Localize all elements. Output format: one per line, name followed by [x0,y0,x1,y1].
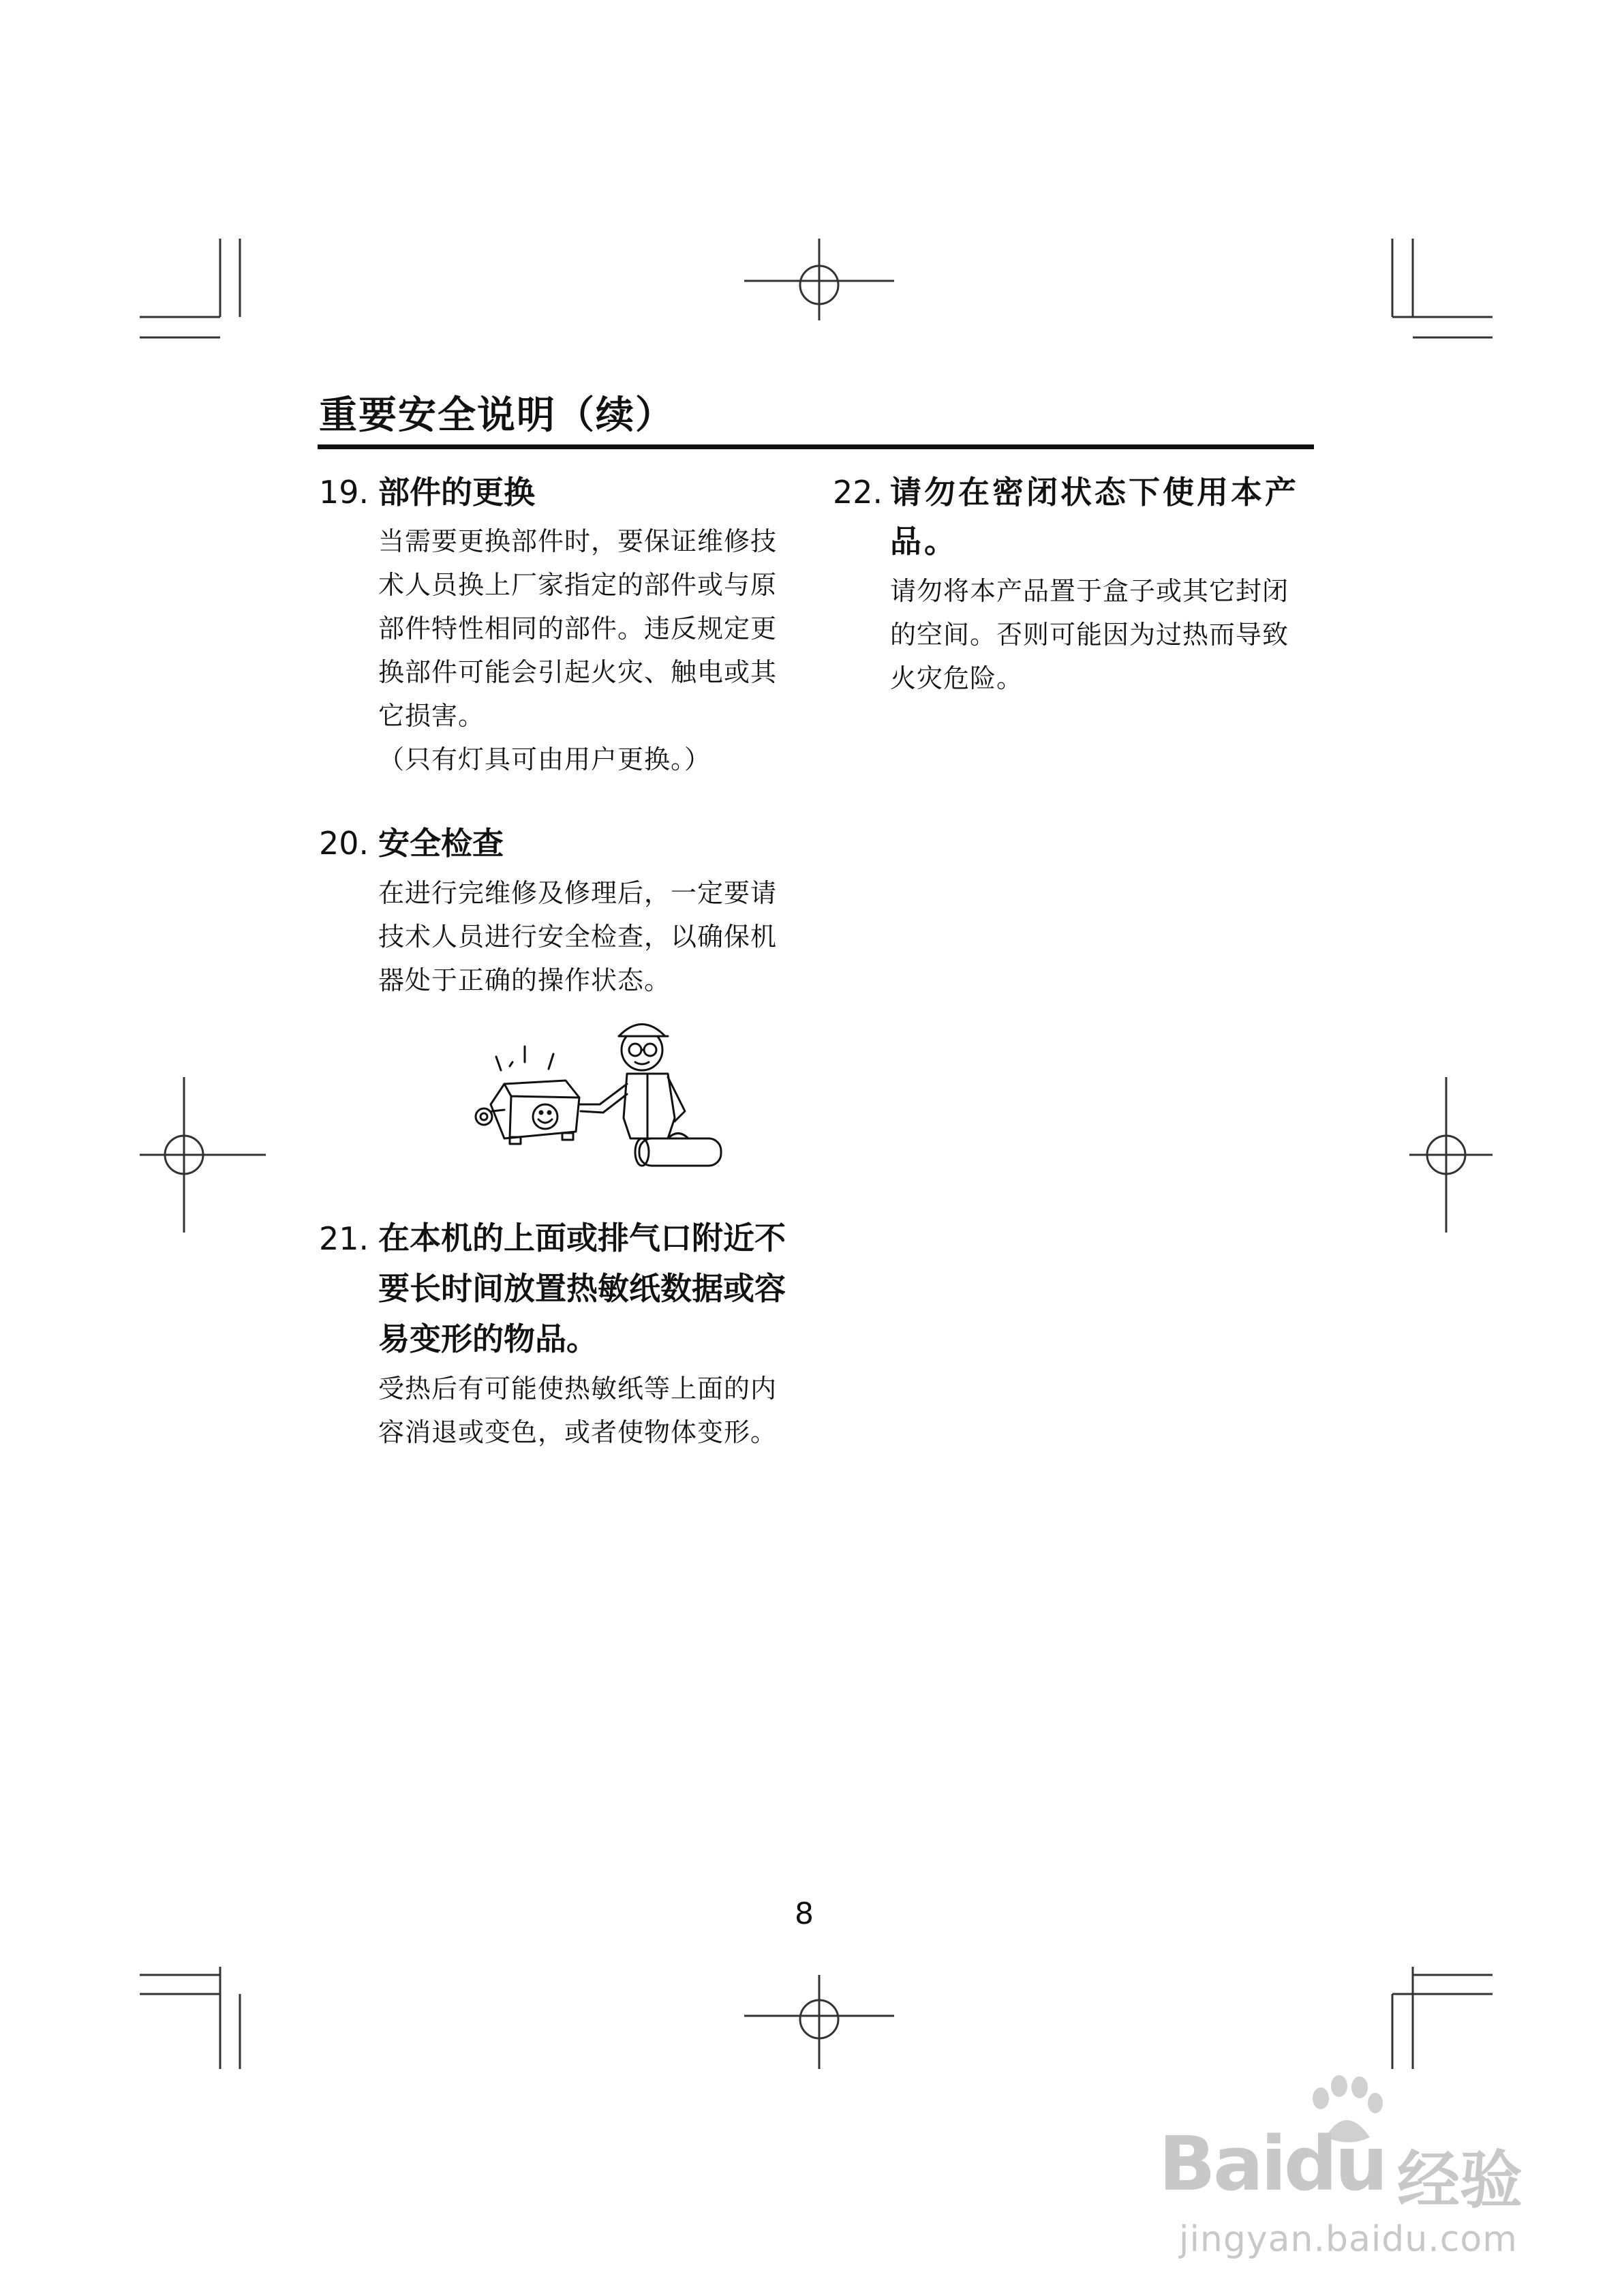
section-22-heading-line: 品。 [890,523,958,560]
section-22-heading-line: 请勿在密闭状态下使用本产 [890,474,1299,511]
section-19-number: 19. [319,474,369,511]
section-20-heading: 安全检查 [378,825,504,862]
section-22-line: 火灾危险。 [890,663,1024,693]
watermark-product: 经验 [1397,2144,1523,2217]
section-20-line: 技术人员进行安全检查，以确保机 [378,922,778,952]
section-21-heading-line: 在本机的上面或排气口附近不 [378,1220,786,1256]
section-21-line: 容消退或变色，或者使物体变形。 [378,1417,778,1447]
section-21-number: 21. [319,1220,369,1257]
section-19-heading: 部件的更换 [378,474,535,511]
section-22-line: 请勿将本产品置于盒子或其它封闭 [890,576,1289,606]
watermark [1159,2072,1595,2277]
section-21-heading-line: 要长时间放置热敏纸数据或容 [378,1270,786,1307]
watermark-brand: Bai [1159,2120,1284,2207]
technician-inspecting-projector-icon [463,1009,736,1179]
section-22-number: 22. [833,474,883,511]
section-19-line: 它损害。 [378,701,485,731]
section-21-heading-line: 易变形的物品。 [378,1320,598,1357]
section-19-line: 术人员换上厂家指定的部件或与原 [378,570,778,600]
watermark-brand-suffix: du [1283,2120,1386,2207]
section-19-line: 换部件可能会引起火灾、触电或其 [378,657,778,687]
watermark-url: jingyan.baidu.com [1179,2219,1518,2260]
section-20-line: 器处于正确的操作状态。 [378,965,671,995]
section-21-line: 受热后有可能使热敏纸等上面的内 [378,1374,778,1404]
page-number: 8 [795,1897,814,1931]
section-19-line: （只有灯具可由用户更换。） [378,744,711,774]
title-rule [318,444,1314,449]
section-19-line: 当需要更换部件时，要保证维修技 [378,526,778,556]
section-22-line: 的空间。否则可能因为过热而导致 [890,620,1289,650]
section-20-line: 在进行完维修及修理后，一定要请 [378,878,778,908]
page-title: 重要安全说明（续） [319,393,675,438]
section-19-line: 部件特性相同的部件。违反规定更 [378,614,778,644]
section-20-number: 20. [319,825,369,862]
